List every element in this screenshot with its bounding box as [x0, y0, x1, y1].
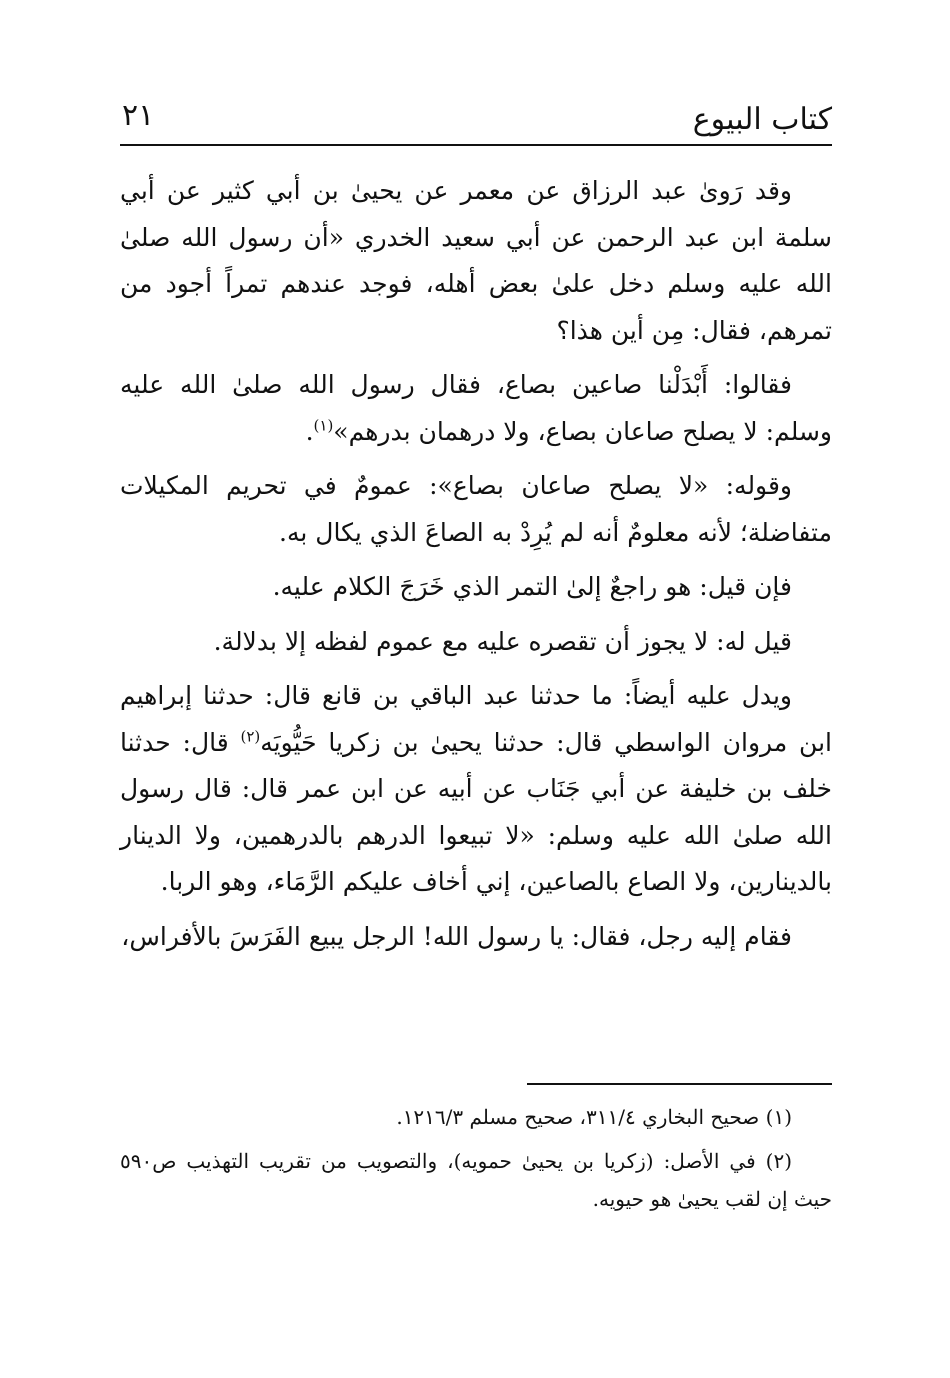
paragraph — [120, 914, 832, 961]
paragraph-text-tail: . — [305, 416, 314, 446]
paragraph-text: فقام إليه رجل، فقال: يا رسول الله! الرجل يبيع الفَرَسَ بالأفراس، — [121, 921, 792, 951]
book-page — [120, 0, 832, 1378]
paragraph — [120, 168, 832, 354]
footnote: (٢) في الأصل: (زكريا بن يحيىٰ حمويه)، والتصويب من تقريب التهذيب ص٥٩٠ حيث إن لقب يحيىٰ هو حيويه. — [120, 1149, 832, 1211]
paragraph-text: فإن قيل: هو راجعٌ إلىٰ التمر الذي خَرَجَ الكلام عليه. — [272, 572, 792, 601]
footnote-marker: (٢) — [240, 727, 261, 746]
paragraph — [120, 619, 832, 666]
paragraph-text: قيل له: لا يجوز أن تقصره عليه مع عموم لفظه إلا بدلالة. — [213, 626, 792, 656]
paragraph — [120, 564, 832, 611]
paragraph-text: ويدل عليه أيضاً: ما حدثنا عبد الباقي بن قانع قال: حدثنا إبراهيم ابن مروان الواسطي قال: حدثنا يحيىٰ بن زكريا حَيُّويَه — [120, 681, 832, 757]
paragraph — [120, 362, 832, 455]
footnote-marker: (١) — [313, 416, 334, 435]
paragraph-text: فقالوا: أَبْدَلْنا صاعين بصاع، فقال رسول الله صلىٰ الله عليه وسلم: لا يصلح صاعان بصاع، ولا درهمان بدرهم» — [120, 370, 832, 446]
paragraph — [120, 463, 832, 556]
page-header — [120, 92, 832, 146]
paragraph — [120, 673, 832, 906]
footnote-separator — [527, 1083, 832, 1085]
main-text — [120, 168, 832, 968]
paragraph-text: وقوله: «لا يصلح صاعان بصاع»: عمومٌ في تحريم المكيلات متفاضلة؛ لأنه معلومٌ أنه لم يُرِدْ به الصاعَ الذي يكال به. — [120, 471, 832, 547]
running-title: كتاب البيوع — [692, 102, 832, 137]
footnote: (١) صحيح البخاري ٣١١/٤، صحيح مسلم ١٢١٦/٣. — [396, 1105, 792, 1129]
footnotes — [120, 1098, 832, 1224]
paragraph-text: وقد رَوىٰ عبد الرزاق عن معمر عن يحيىٰ بن أبي كثير عن أبي سلمة ابن عبد الرحمن عن أبي سعيد الخدري «أن رسول الله صلىٰ الله عليه وسلم دخل علىٰ بعض أهله، فوجد عندهم تمراً أجود من تمرهم، فقال: مِن أين هذا؟ — [120, 176, 832, 345]
paragraph-text-tail: قال: حدثنا خلف بن خليفة عن أبي جَنَاب عن أبيه عن ابن عمر قال: قال رسول الله صلىٰ الله عليه وسلم: «لا تبيعوا الدرهم بالدرهمين، ولا الدينار بالدينارين، ولا الصاع بالصاعين، إني أخاف عليكم الرَّمَاء، وهو الربا. — [120, 727, 832, 896]
page-number: ٢١ — [122, 98, 155, 133]
